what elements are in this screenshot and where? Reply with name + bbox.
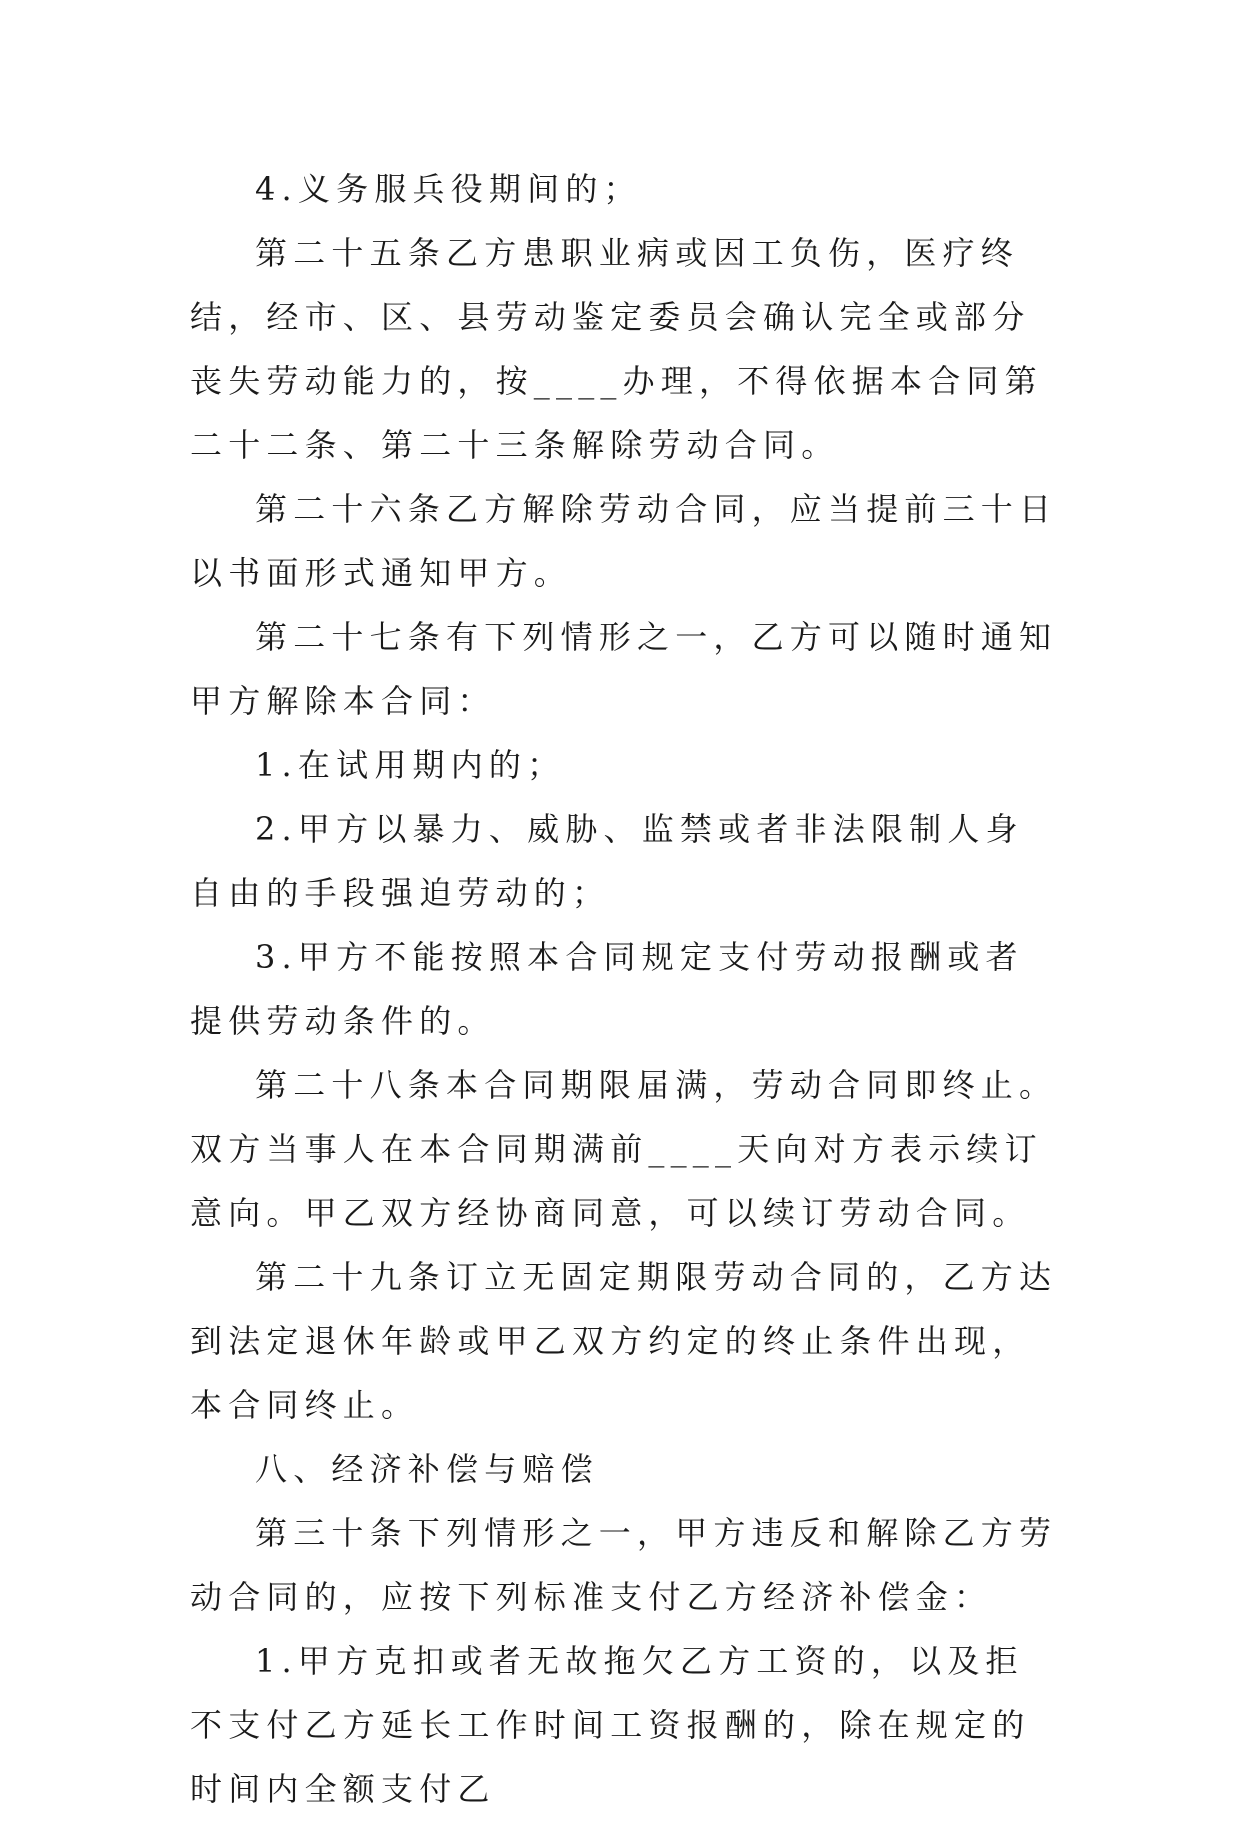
article-27-item-2: 2.甲方以暴力、威胁、监禁或者非法限制人身自由的手段强迫劳动的； (190, 810, 1024, 912)
article-27-item-1: 1.在试用期内的； (255, 746, 566, 784)
article-27-paragraph: 第二十七条有下列情形之一，乙方可以随时通知甲方解除本合同： (190, 618, 1058, 720)
article-30-item-1: 1.甲方克扣或者无故拖欠乙方工资的，以及拒不支付乙方延长工作时间工资报酬的，除在规定的时间内全额支付乙 (190, 1642, 1031, 1808)
section-8-heading: 八、经济补偿与赔偿 (255, 1450, 599, 1488)
article-26-paragraph: 第二十六条乙方解除劳动合同，应当提前三十日以书面形式通知甲方。 (190, 490, 1058, 592)
paragraph-item-4-military-service: 4.义务服兵役期间的； (255, 170, 642, 208)
article-27-item-3: 3.甲方不能按照本合同规定支付劳动报酬或者提供劳动条件的。 (190, 938, 1024, 1040)
article-28-paragraph: 第二十八条本合同期限届满，劳动合同即终止。双方当事人在本合同期满前____天向对方表示续订意向。甲乙双方经协商同意，可以续订劳动合同。 (190, 1066, 1058, 1232)
article-29-paragraph: 第二十九条订立无固定期限劳动合同的，乙方达到法定退休年龄或甲乙双方约定的终止条件出现，本合同终止。 (190, 1258, 1058, 1424)
article-25-paragraph: 第二十五条乙方患职业病或因工负伤，医疗终结，经市、区、县劳动鉴定委员会确认完全或部分丧失劳动能力的，按____办理，不得依据本合同第二十二条、第二十三条解除劳动合同。 (190, 234, 1043, 464)
document-body (190, 157, 1060, 1821)
article-30-paragraph: 第三十条下列情形之一，甲方违反和解除乙方劳动合同的，应按下列标准支付乙方经济补偿金： (190, 1514, 1058, 1616)
